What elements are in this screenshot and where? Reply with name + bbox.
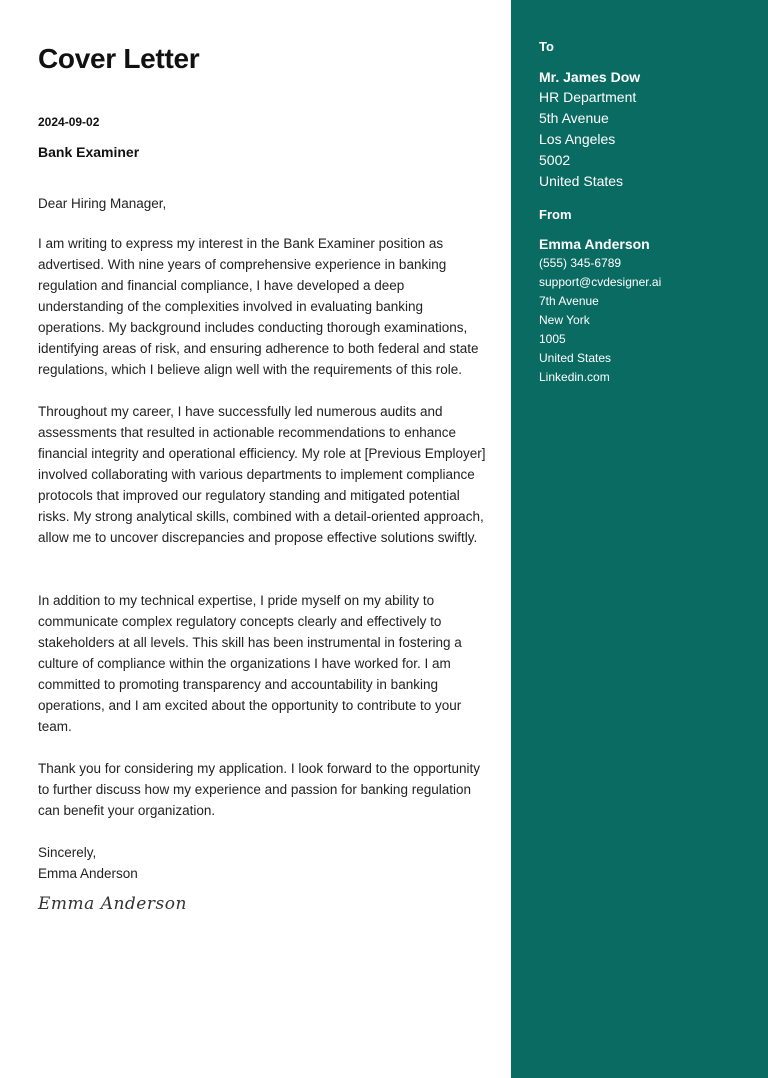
recipient-department: HR Department xyxy=(539,89,637,105)
sender-country: United States xyxy=(539,351,612,365)
signature: Emma Anderson xyxy=(38,894,187,914)
from-heading: From xyxy=(539,207,572,222)
letter-date: 2024-09-02 xyxy=(38,115,100,129)
sender-city: New York xyxy=(539,313,590,327)
recipient-name: Mr. James Dow xyxy=(539,69,641,85)
sender-name: Emma Anderson xyxy=(539,236,650,252)
recipient-street: 5th Avenue xyxy=(539,110,609,126)
paragraph-2: Throughout my career, I have successfully led numerous audits and assessments that resulted in actionable recommendations to enhance financial integrity and operational efficiency. My role at [Previous Employer] involved collaborating with various departments to implement compliance protocols that improved our regulatory standing and mitigated potential risks. My strong analytical skills, combined with a detail-oriented approach, allow me to uncover discrepancies and propose effective solutions swiftly. xyxy=(38,404,486,545)
paragraph-1: I am writing to express my interest in the Bank Examiner position as advertised. With nine years of comprehensive experience in banking regulation and financial compliance, I have developed a deep understanding of the complexities involved in evaluating banking operations. My background includes conducting thorough examinations, identifying areas of risk, and ensuring adherence to both federal and state regulations, which I believe align well with the requirements of this role. xyxy=(38,236,479,377)
letter-body xyxy=(38,42,486,914)
contact-sidebar xyxy=(511,0,768,1078)
sender-website: Linkedin.com xyxy=(539,370,610,384)
recipient-zip: 5002 xyxy=(539,152,571,168)
recipient-country: United States xyxy=(539,173,624,189)
sidebar-content xyxy=(539,38,759,387)
salutation: Dear Hiring Manager, xyxy=(38,196,167,211)
closing-name: Emma Anderson xyxy=(38,866,138,881)
sender-zip: 1005 xyxy=(539,332,566,346)
sender-street: 7th Avenue xyxy=(539,294,599,308)
sender-email: support@cvdesigner.ai xyxy=(539,275,662,289)
to-heading: To xyxy=(539,39,554,54)
paragraph-4: Thank you for considering my application. I look forward to the opportunity to further discuss how my experience and passion for banking regulation can benefit your organization. xyxy=(38,761,480,818)
recipient-city: Los Angeles xyxy=(539,131,616,147)
paragraph-3: In addition to my technical expertise, I pride myself on my ability to communicate complex regulatory concepts clearly and effectively to stakeholders at all levels. This skill has been instrumental in fostering a culture of compliance within the organizations I have worked for. I am committed to promoting transparency and accountability in banking operations, and I am excited about the opportunity to contribute to your team. xyxy=(38,593,462,734)
closing-phrase: Sincerely, xyxy=(38,845,97,860)
closing xyxy=(38,842,486,884)
job-position: Bank Examiner xyxy=(38,144,140,160)
page-title: Cover Letter xyxy=(38,43,200,74)
sender-phone: (555) 345-6789 xyxy=(539,256,622,270)
